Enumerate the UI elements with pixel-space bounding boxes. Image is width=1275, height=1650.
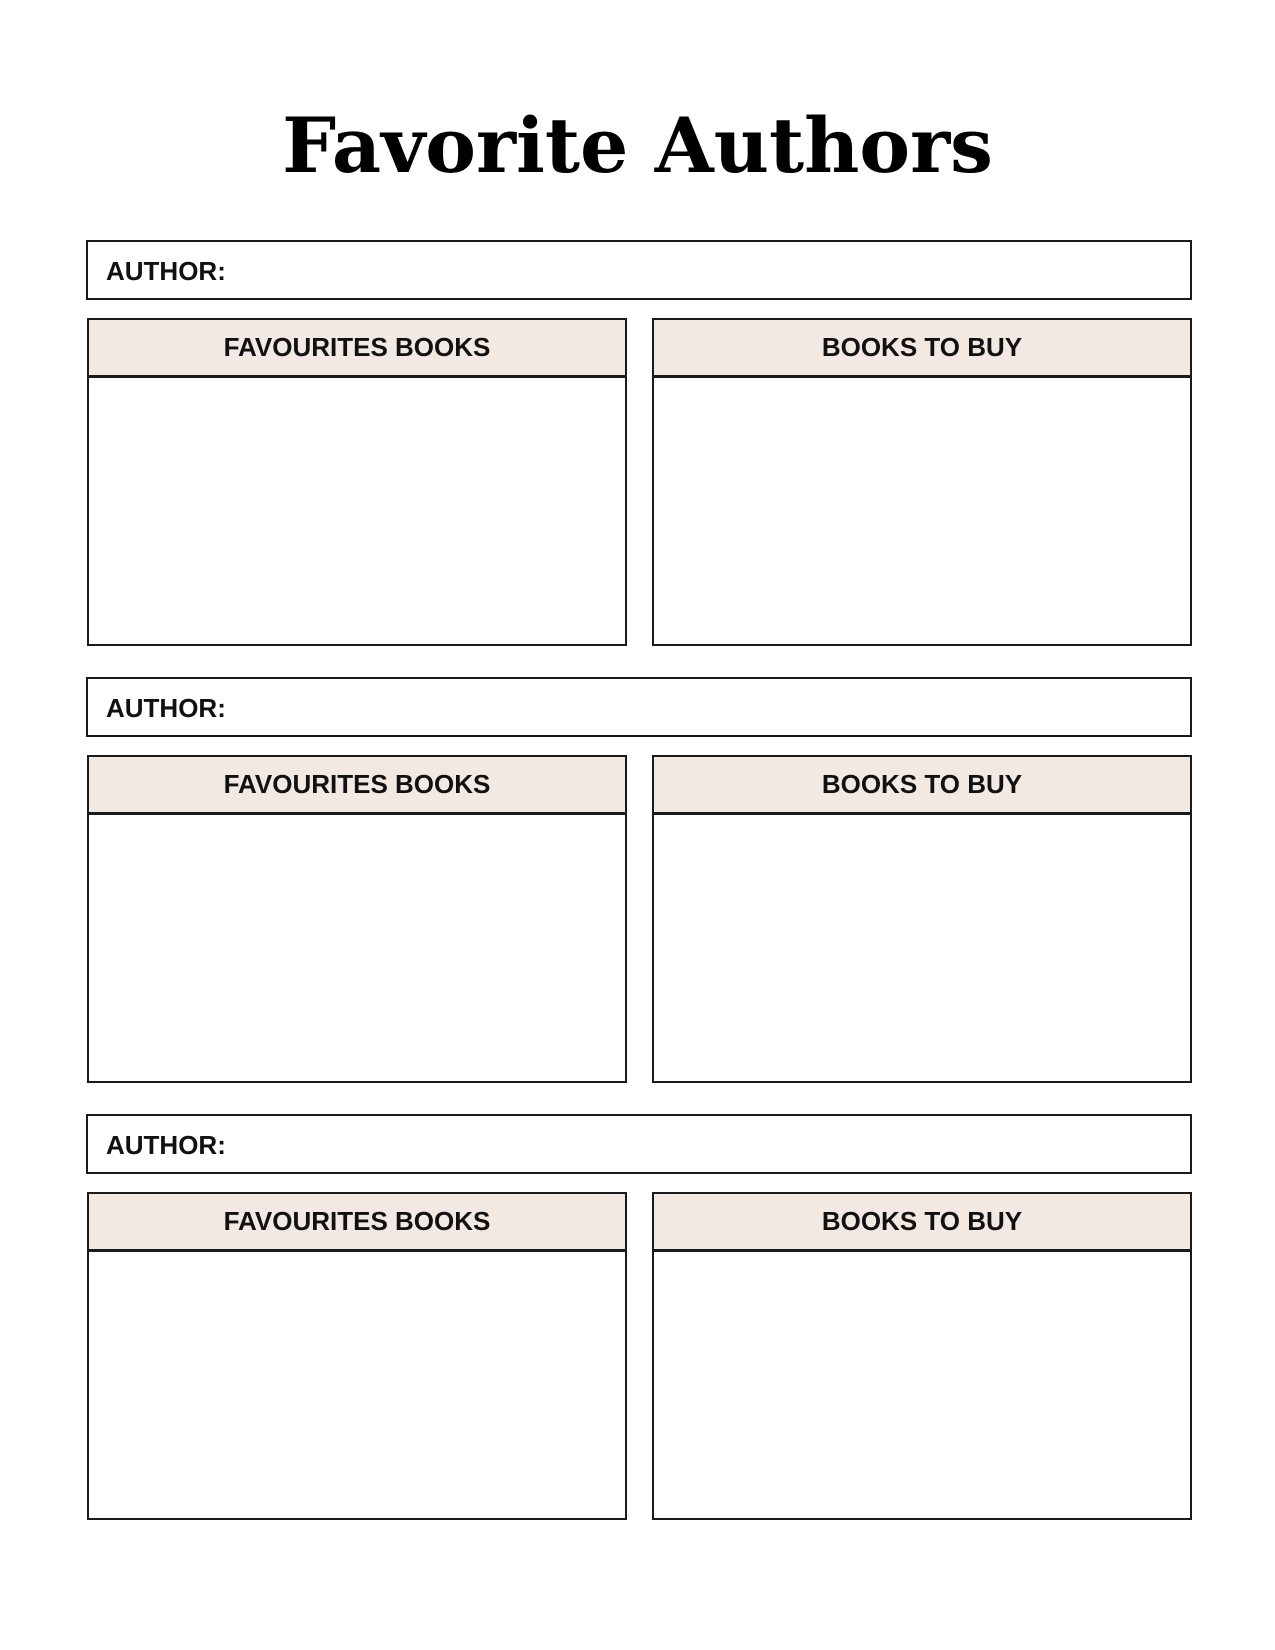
favourite-books-header: FAVOURITES BOOKS (89, 320, 625, 378)
favourite-books-panel (87, 755, 627, 1083)
books-to-buy-area[interactable] (654, 1252, 1190, 1518)
favourite-books-header: FAVOURITES BOOKS (89, 757, 625, 815)
favourite-books-area[interactable] (89, 1252, 625, 1518)
author-label: AUTHOR: (106, 1130, 226, 1160)
author-label: AUTHOR: (106, 256, 226, 286)
books-to-buy-panel (652, 318, 1192, 646)
favourite-books-header: FAVOURITES BOOKS (89, 1194, 625, 1252)
favourite-books-area[interactable] (89, 378, 625, 644)
books-to-buy-area[interactable] (654, 815, 1190, 1081)
books-to-buy-header: BOOKS TO BUY (654, 757, 1190, 815)
favourite-books-area[interactable] (89, 815, 625, 1081)
author-field[interactable] (86, 240, 1192, 300)
author-field[interactable] (86, 1114, 1192, 1174)
page-title: Favorite Authors (282, 101, 993, 190)
books-to-buy-panel (652, 755, 1192, 1083)
favourite-books-panel (87, 1192, 627, 1520)
books-to-buy-header: BOOKS TO BUY (654, 1194, 1190, 1252)
books-to-buy-header: BOOKS TO BUY (654, 320, 1190, 378)
books-to-buy-area[interactable] (654, 378, 1190, 644)
books-to-buy-panel (652, 1192, 1192, 1520)
author-label: AUTHOR: (106, 693, 226, 723)
author-field[interactable] (86, 677, 1192, 737)
favourite-books-panel (87, 318, 627, 646)
